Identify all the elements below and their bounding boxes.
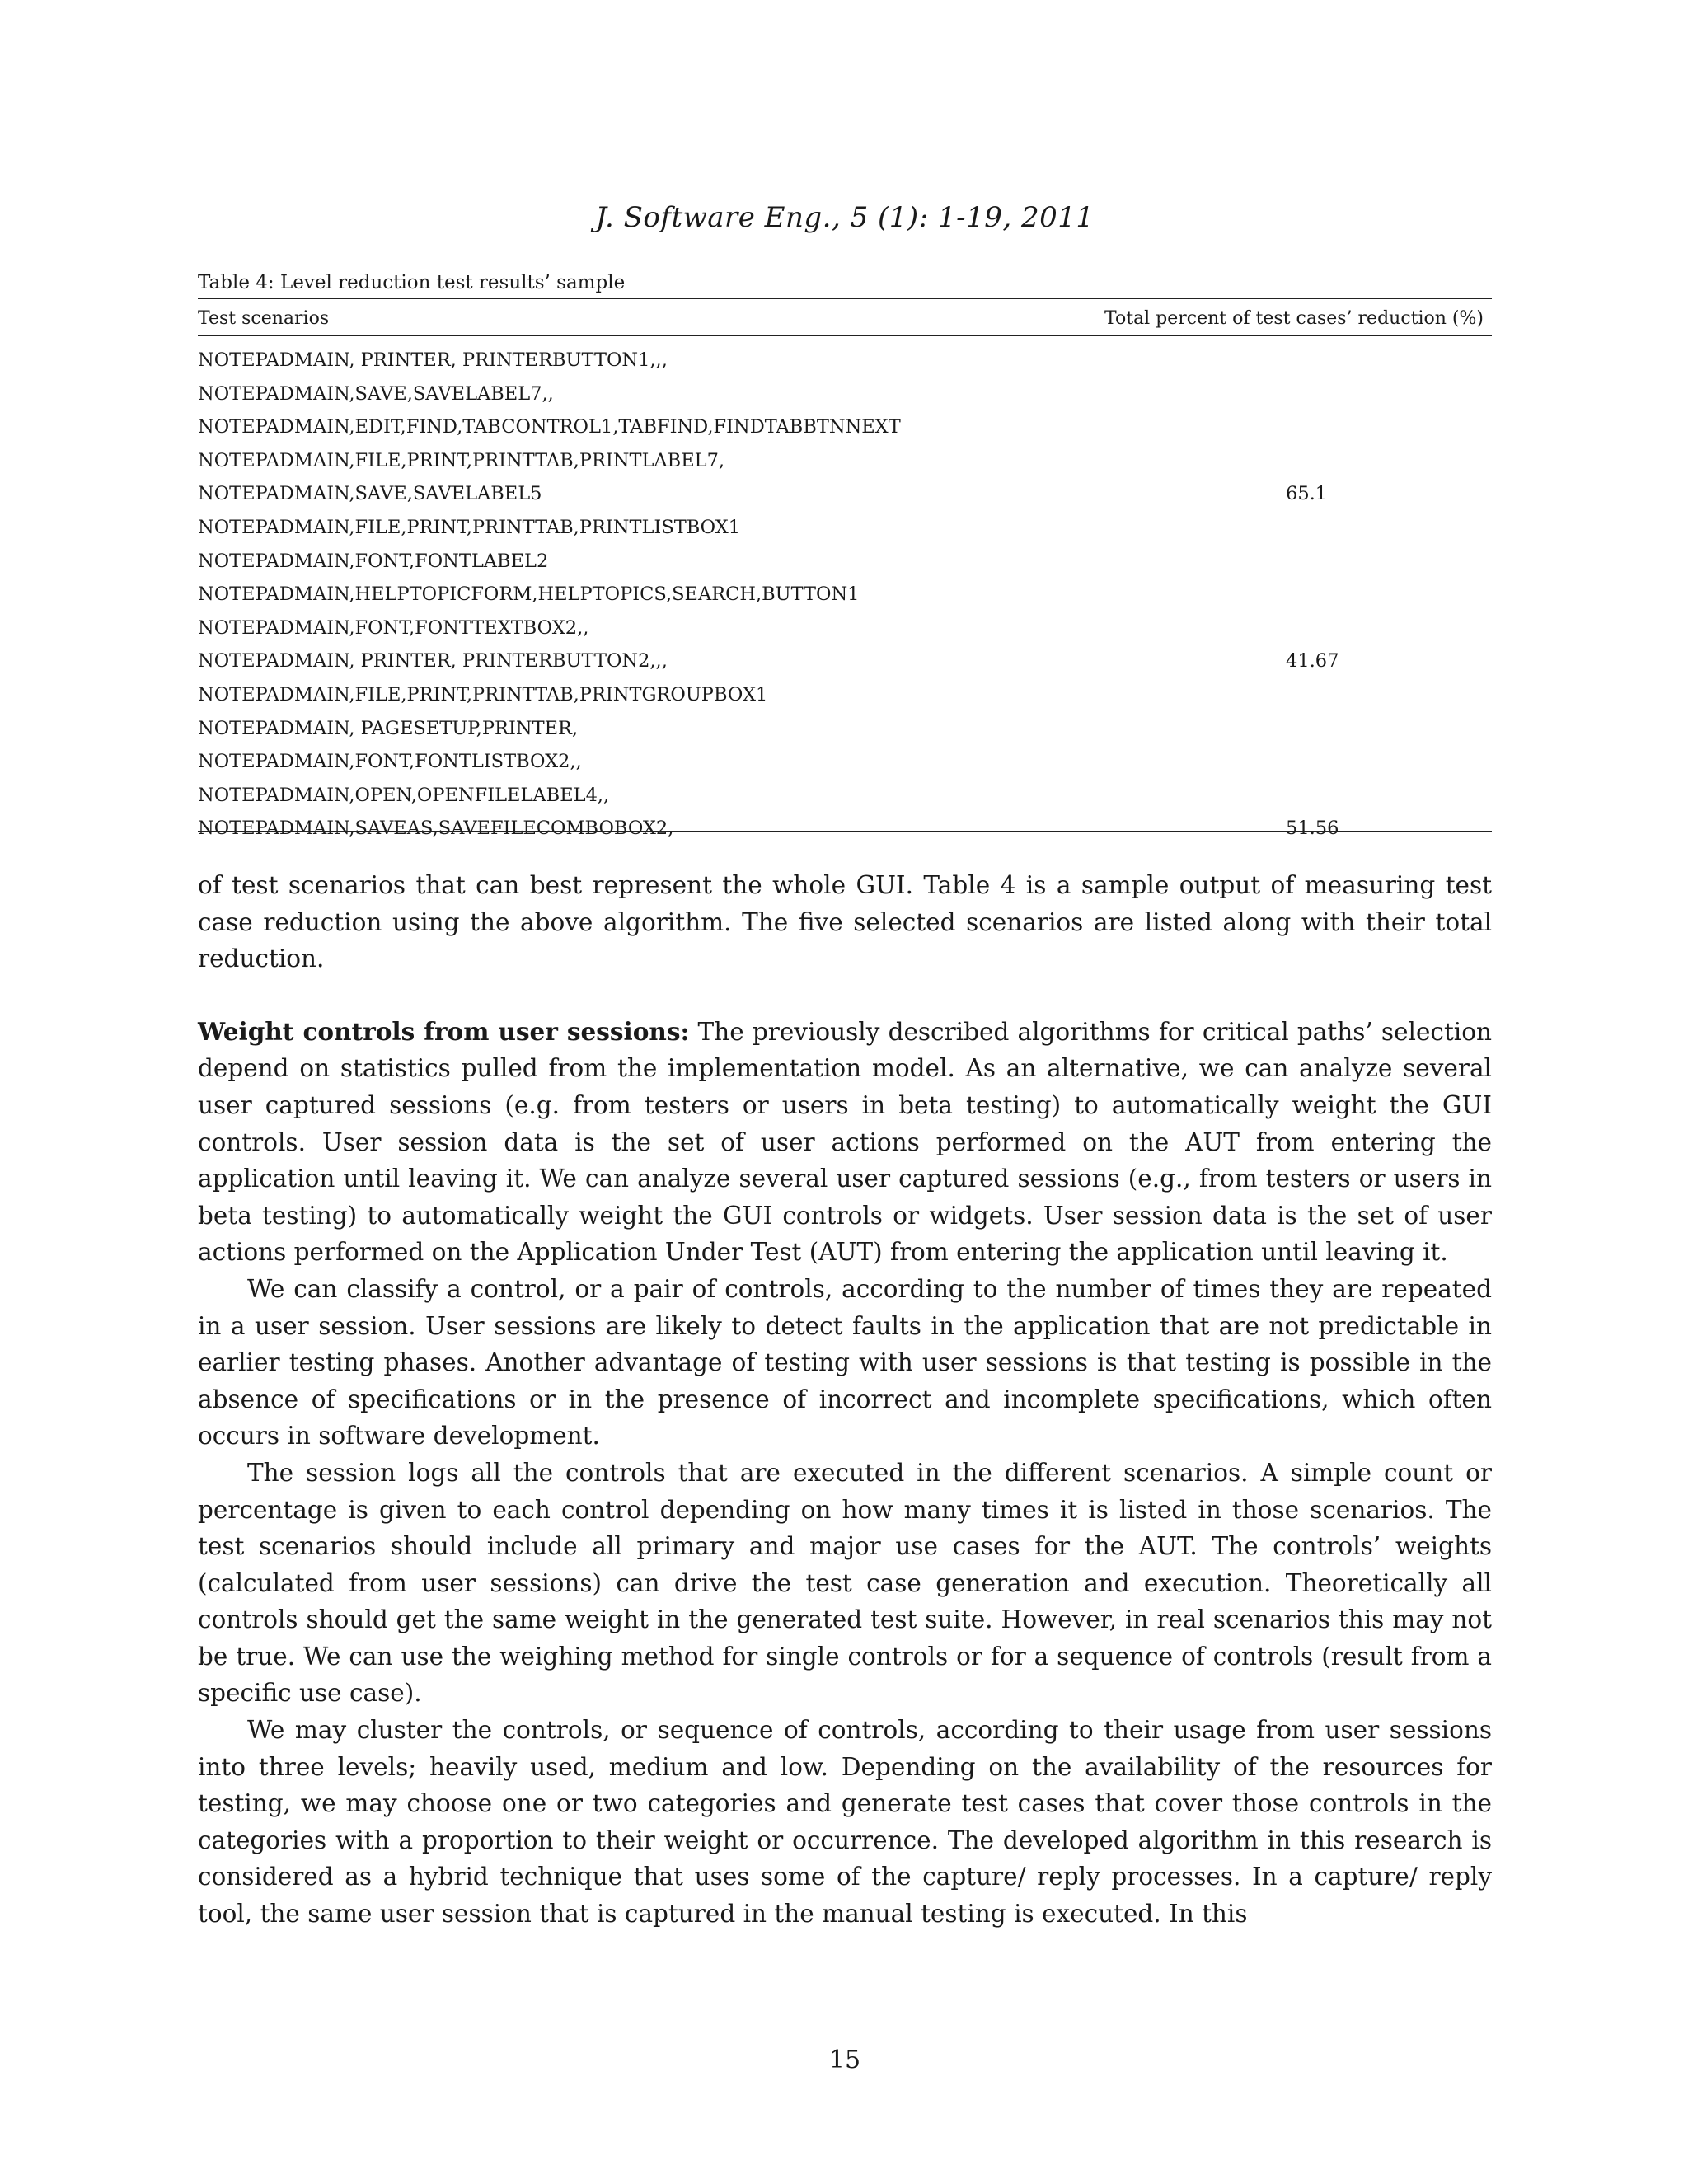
scenario-cell: NOTEPADMAIN,FONT,FONTLABEL2	[198, 550, 549, 572]
scenario-cell: NOTEPADMAIN, PRINTER, PRINTERBUTTON2,,,	[198, 650, 668, 673]
table-row	[198, 511, 1492, 545]
table-row	[198, 578, 1492, 612]
scenario-cell: NOTEPADMAIN,FILE,PRINT,PRINTTAB,PRINTLABEL7,	[198, 449, 725, 471]
paragraph: We may cluster the controls, or sequence of controls, according to their usage from user sessions into three levels; heavily used, medium and low. Depending on the availability of the resources for testing, we may choose one or two categories and generate test cases that cover those controls in the categories with a proportion to their weight or occurrence. The developed algorithm in this research is considered as a hybrid technique that uses some of the capture/ reply processes. In a capture/ reply tool, the same user session that is captured in the manual testing is executed. In this	[198, 1716, 1492, 1929]
scenario-cell: NOTEPADMAIN,FONT,FONTLISTBOX2,,	[198, 751, 582, 773]
table-row	[198, 545, 1492, 579]
reduction-cell: 41.67	[1286, 650, 1339, 673]
reduction-cell: 65.1	[1286, 483, 1328, 505]
scenario-cell: NOTEPADMAIN,FILE,PRINT,PRINTTAB,PRINTGROUPBOX1	[198, 683, 768, 705]
table-row	[198, 377, 1492, 411]
paragraph: We can classify a control, or a pair of controls, according to the number of times they are repeated in a user session. User sessions are likely to detect faults in the application that are not predictable in earlier testing phases. Another advantage of testing with user sessions is that testing is possible in the absence of specifications or in the presence of incorrect and incomplete specifications, which often occurs in software development.	[198, 1274, 1492, 1451]
scenario-cell: NOTEPADMAIN, PRINTER, PRINTERBUTTON1,,,	[198, 349, 668, 371]
table-row	[198, 344, 1492, 377]
table-row	[198, 410, 1492, 444]
scenario-cell: NOTEPADMAIN,OPEN,OPENFILELABEL4,,	[198, 784, 610, 806]
paragraph	[198, 1014, 1492, 1271]
scenario-cell: NOTEPADMAIN,SAVE,SAVELABEL7,,	[198, 382, 554, 405]
scenario-cell: NOTEPADMAIN,SAVE,SAVELABEL5	[198, 483, 542, 505]
table-body	[198, 344, 1492, 846]
scenario-cell: NOTEPADMAIN,SAVEAS,SAVEFILECOMBOBOX2,	[198, 818, 674, 840]
table-caption: Table 4: Level reduction test results’ sample	[198, 272, 626, 293]
table-bottom-rule	[198, 831, 1492, 832]
paragraph: The session logs all the controls that are executed in the different scenarios. A simple count or percentage is given to each control depending on how many times it is listed in those scenarios. The test scenarios should include all primary and major use cases for the AUT. The controls’ weights (calculated from user sessions) can drive the test case generation and execution. Theoretically all controls should get the same weight in the generated test suite. However, in real scenarios this may not be true. We can use the weighing method for single controls or for a sequence of controls (result from a specific use case).	[198, 1458, 1492, 1708]
running-head: J. Software Eng., 5 (1): 1-19, 2011	[595, 201, 1095, 234]
scenario-cell: NOTEPADMAIN, PAGESETUP,PRINTER,	[198, 717, 579, 739]
table-header-rule	[198, 335, 1492, 336]
table-row	[198, 444, 1492, 478]
table-row	[198, 678, 1492, 712]
reduction-cell: 51.56	[1286, 818, 1339, 840]
paragraph: of test scenarios that can best represent the whole GUI. Table 4 is a sample output of measuring test case reduction using the above algorithm. The five selected scenarios are listed along with their total reduction.	[198, 871, 1492, 973]
table-row	[198, 812, 1492, 846]
table-row	[198, 477, 1492, 511]
paragraph-text: The previously described algorithms for critical paths’ selection depend on statistics pulled from the implementation model. As an alternative, we can analyze several user captured sessions (e.g. from testers or users in beta testing) to automatically weight the GUI controls. User session data is the set of user actions performed on the AUT from entering the application until leaving it. We can analyze several user captured sessions (e.g., from testers or users in beta testing) to automatically weight the GUI controls or widgets. User session data is the set of user actions performed on the Application Under Test (AUT) from entering the application until leaving it.	[198, 1017, 1492, 1267]
table-row	[198, 712, 1492, 746]
page-number: 15	[828, 2046, 861, 2074]
scenario-cell: NOTEPADMAIN,FILE,PRINT,PRINTTAB,PRINTLISTBOX1	[198, 516, 741, 538]
table-row	[198, 779, 1492, 813]
column-header-reduction: Total percent of test cases’ reduction (%)	[1104, 308, 1484, 329]
table-header	[198, 308, 1492, 333]
table-row	[198, 612, 1492, 645]
table-row	[198, 644, 1492, 678]
column-header-scenarios: Test scenarios	[198, 308, 330, 329]
page	[198, 0, 1492, 2184]
scenario-cell: NOTEPADMAIN,FONT,FONTTEXTBOX2,,	[198, 616, 589, 639]
scenario-cell: NOTEPADMAIN,HELPTOPICFORM,HELPTOPICS,SEARCH,BUTTON1	[198, 583, 860, 606]
table-row	[198, 745, 1492, 779]
body-text	[198, 867, 1492, 1933]
table-top-rule	[198, 298, 1492, 299]
scenario-cell: NOTEPADMAIN,EDIT,FIND,TABCONTROL1,TABFIND,FINDTABBTNNEXT	[198, 416, 901, 438]
section-heading: Weight controls from user sessions:	[198, 1016, 690, 1046]
